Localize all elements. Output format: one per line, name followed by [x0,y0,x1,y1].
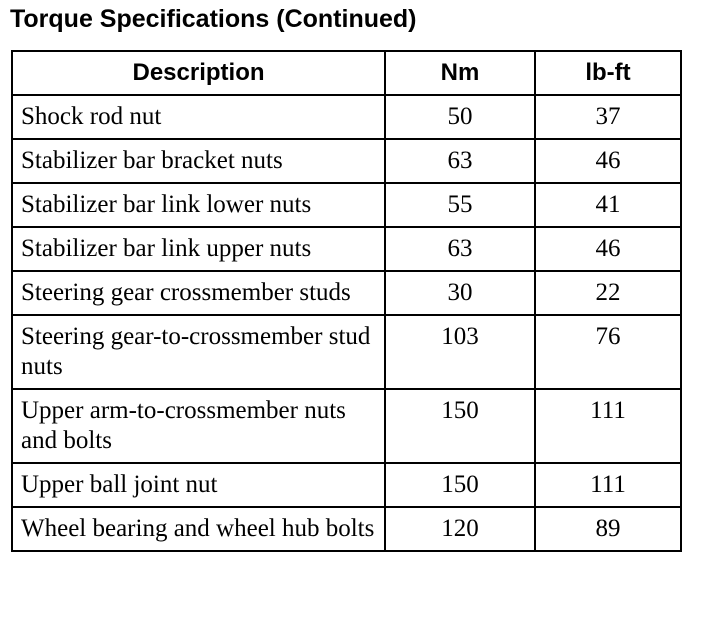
description-cell: Steering gear-to-crossmember stud nuts [12,315,385,389]
lbft-cell: 111 [535,463,681,507]
table-row [12,95,681,139]
nm-cell: 50 [385,95,535,139]
page-title: Torque Specifications (Continued) [10,5,417,33]
description-cell: Shock rod nut [12,95,385,139]
nm-cell: 103 [385,315,535,389]
nm-cell: 120 [385,507,535,551]
description-cell: Stabilizer bar link lower nuts [12,183,385,227]
lbft-cell: 89 [535,507,681,551]
table-row [12,507,681,551]
lbft-cell: 22 [535,271,681,315]
torque-spec-table [11,50,682,552]
description-cell: Wheel bearing and wheel hub bolts [12,507,385,551]
description-cell: Upper arm-to-crossmember nuts and bolts [12,389,385,463]
table-row [12,183,681,227]
description-cell: Upper ball joint nut [12,463,385,507]
nm-cell: 63 [385,139,535,183]
nm-cell: 63 [385,227,535,271]
lbft-cell: 46 [535,139,681,183]
lbft-cell: 76 [535,315,681,389]
lbft-cell: 41 [535,183,681,227]
column-header-description: Description [12,51,385,95]
column-header-lbft: lb-ft [535,51,681,95]
table-row [12,139,681,183]
header-row [12,51,681,95]
nm-cell: 150 [385,463,535,507]
table-row [12,271,681,315]
nm-cell: 55 [385,183,535,227]
nm-cell: 150 [385,389,535,463]
table-row [12,227,681,271]
table-row [12,463,681,507]
description-cell: Steering gear crossmember studs [12,271,385,315]
table-row [12,315,681,389]
lbft-cell: 111 [535,389,681,463]
lbft-cell: 37 [535,95,681,139]
nm-cell: 30 [385,271,535,315]
lbft-cell: 46 [535,227,681,271]
description-cell: Stabilizer bar link upper nuts [12,227,385,271]
table-row [12,389,681,463]
column-header-nm: Nm [385,51,535,95]
description-cell: Stabilizer bar bracket nuts [12,139,385,183]
